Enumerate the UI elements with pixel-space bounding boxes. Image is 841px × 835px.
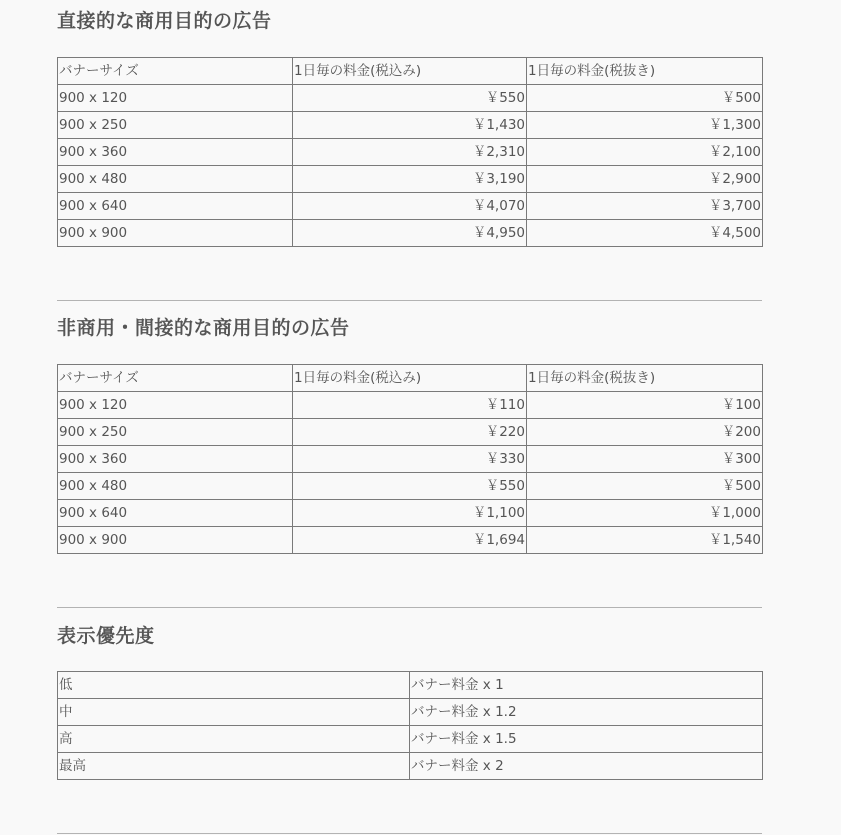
table-row (58, 112, 763, 139)
table-row (58, 85, 763, 112)
table-row (58, 220, 763, 247)
section-divider (57, 607, 762, 608)
price-incl-cell: ￥3,190 (293, 166, 527, 193)
price-excl-cell: ￥1,000 (527, 500, 763, 527)
price-excl-cell: ￥4,500 (527, 220, 763, 247)
section-divider (57, 300, 762, 301)
price-incl-cell: ￥1,430 (293, 112, 527, 139)
table-header-row (58, 58, 763, 85)
table-row (58, 446, 763, 473)
price-excl-cell: ￥500 (527, 85, 763, 112)
priority-level-cell: 低 (58, 672, 410, 699)
price-incl-cell: ￥220 (293, 419, 527, 446)
price-excl-cell: ￥300 (527, 446, 763, 473)
banner-size-cell: 900 x 480 (58, 166, 293, 193)
priority-multiplier-cell: バナー料金 x 1.2 (410, 699, 763, 726)
section-title: 非商用・間接的な商用目的の広告 (57, 317, 350, 339)
table-row (58, 500, 763, 527)
section-title: 表示優先度 (57, 625, 155, 647)
section-non-commercial (57, 315, 762, 341)
banner-size-cell: 900 x 360 (58, 446, 293, 473)
price-incl-cell: ￥110 (293, 392, 527, 419)
banner-size-cell: 900 x 360 (58, 139, 293, 166)
priority-multiplier-cell: バナー料金 x 1 (410, 672, 763, 699)
price-incl-cell: ￥550 (293, 85, 527, 112)
price-excl-cell: ￥1,300 (527, 112, 763, 139)
banner-size-cell: 900 x 250 (58, 419, 293, 446)
price-incl-cell: ￥4,070 (293, 193, 527, 220)
priority-table (57, 671, 763, 780)
banner-size-cell: 900 x 640 (58, 500, 293, 527)
banner-size-cell: 900 x 900 (58, 220, 293, 247)
price-incl-cell: ￥1,100 (293, 500, 527, 527)
table-row (58, 527, 763, 554)
table-row (58, 473, 763, 500)
table-row (58, 753, 763, 780)
table-row (58, 672, 763, 699)
price-excl-cell: ￥100 (527, 392, 763, 419)
section-display-priority (57, 623, 762, 649)
price-table-direct-commercial (57, 57, 763, 247)
price-excl-cell: ￥1,540 (527, 527, 763, 554)
header-price-excl-tax: 1日毎の料金(税抜き) (527, 365, 763, 392)
table-row (58, 419, 763, 446)
priority-multiplier-cell: バナー料金 x 1.5 (410, 726, 763, 753)
table-row (58, 392, 763, 419)
banner-size-cell: 900 x 640 (58, 193, 293, 220)
table-display-priority-wrap (57, 671, 762, 780)
table-row (58, 166, 763, 193)
banner-size-cell: 900 x 120 (58, 85, 293, 112)
priority-level-cell: 最高 (58, 753, 410, 780)
price-incl-cell: ￥550 (293, 473, 527, 500)
table-header-row (58, 365, 763, 392)
price-incl-cell: ￥1,694 (293, 527, 527, 554)
section-direct-commercial (57, 8, 762, 34)
section-divider (57, 833, 762, 834)
section-title: 直接的な商用目的の広告 (57, 10, 272, 32)
priority-level-cell: 高 (58, 726, 410, 753)
banner-size-cell: 900 x 480 (58, 473, 293, 500)
priority-level-cell: 中 (58, 699, 410, 726)
table-row (58, 193, 763, 220)
priority-multiplier-cell: バナー料金 x 2 (410, 753, 763, 780)
header-banner-size: バナーサイズ (58, 365, 293, 392)
header-price-incl-tax: 1日毎の料金(税込み) (293, 365, 527, 392)
table-non-commercial-wrap (57, 364, 762, 554)
price-excl-cell: ￥2,100 (527, 139, 763, 166)
table-row (58, 139, 763, 166)
price-excl-cell: ￥2,900 (527, 166, 763, 193)
header-price-excl-tax: 1日毎の料金(税抜き) (527, 58, 763, 85)
header-price-incl-tax: 1日毎の料金(税込み) (293, 58, 527, 85)
price-excl-cell: ￥500 (527, 473, 763, 500)
price-table-non-commercial (57, 364, 763, 554)
price-incl-cell: ￥330 (293, 446, 527, 473)
banner-size-cell: 900 x 250 (58, 112, 293, 139)
price-excl-cell: ￥200 (527, 419, 763, 446)
price-incl-cell: ￥4,950 (293, 220, 527, 247)
table-row (58, 726, 763, 753)
price-incl-cell: ￥2,310 (293, 139, 527, 166)
table-row (58, 699, 763, 726)
table-direct-commercial-wrap (57, 57, 762, 247)
header-banner-size: バナーサイズ (58, 58, 293, 85)
banner-size-cell: 900 x 120 (58, 392, 293, 419)
banner-size-cell: 900 x 900 (58, 527, 293, 554)
price-excl-cell: ￥3,700 (527, 193, 763, 220)
